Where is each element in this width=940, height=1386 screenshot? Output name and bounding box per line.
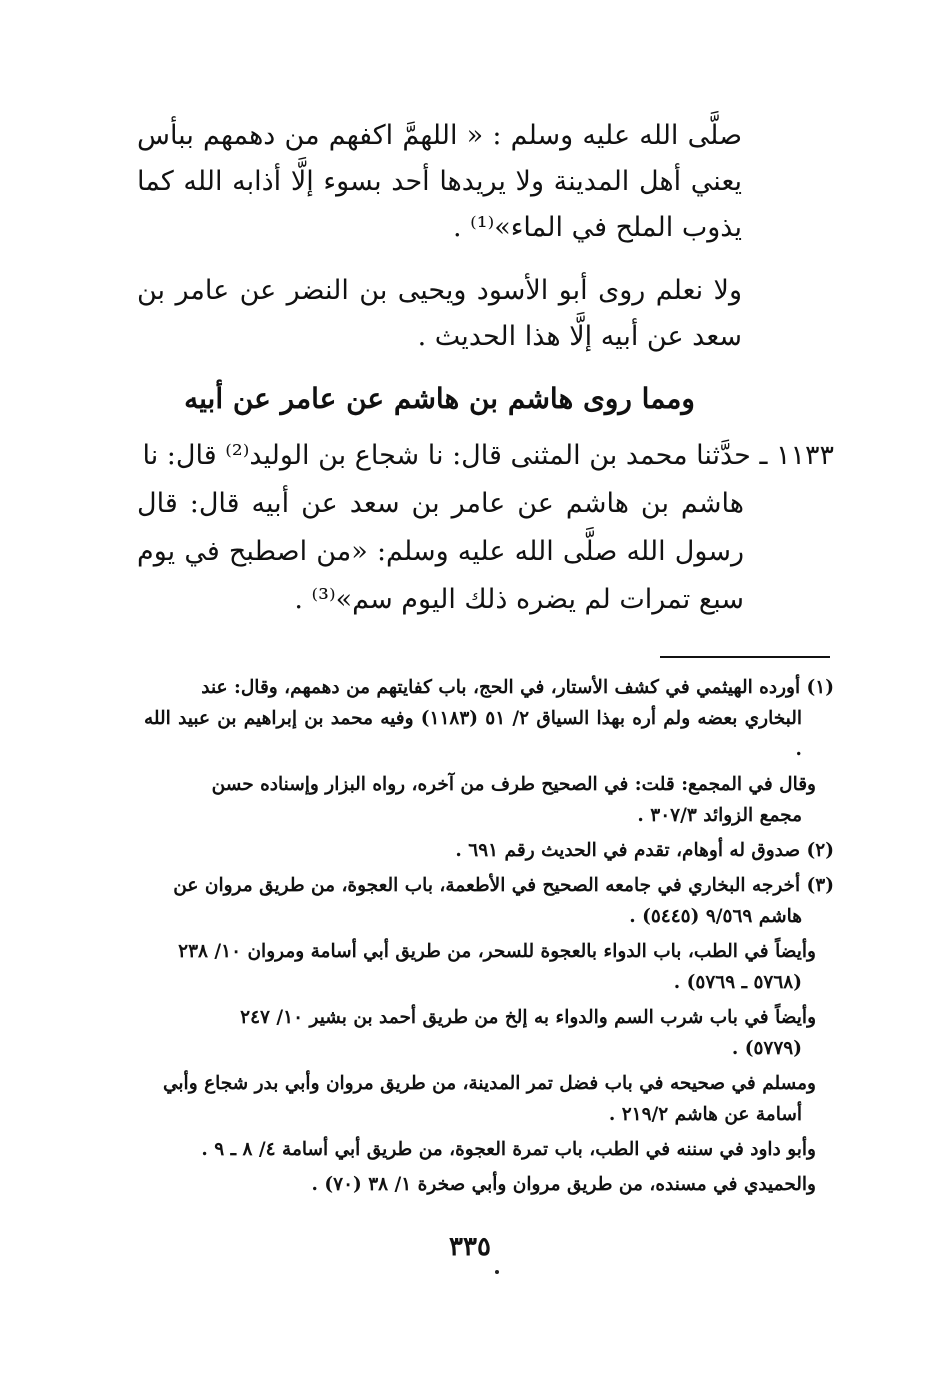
hadith-chain-start: حدَّثنا محمد بن المثنى قال: نا شجاع بن الوليد⁽²⁾ قال: نا: [142, 440, 751, 471]
footnote-1-extra: [144, 769, 834, 831]
footnote-2: [144, 835, 834, 866]
page-mark-dot: [495, 1270, 499, 1274]
footnote-3-sub-3-text: ومسلم في صحيحه في باب فضل تمر المدينة، من طريق مروان وأبي بدر شجاع وأبي: [162, 1073, 816, 1094]
hadith-1133: [137, 432, 834, 624]
footnote-1-cont: البخاري بعضه ولم أره بهذا السياق ٢/ ٥١ (١١٨٣) وفيه محمد بن إبراهيم بن عبيد الله .: [144, 708, 803, 760]
footnote-3-sub-3-cont: أسامة عن هاشم ٢١٩/٢ .: [608, 1104, 802, 1125]
footnote-3-sub-5-text: والحميدي في مسنده، من طريق مروان وأبي صخرة ١/ ٣٨ (٧٠) .: [311, 1174, 816, 1195]
footnote-1-extra-cont: مجمع الزوائد ٣٠٧/٣ .: [637, 805, 802, 826]
footnote-3-sub-1-text: وأيضاً في الطب، باب الدواء بالعجوة للسحر، من طريق أبي أسامة ومروان ١٠/ ٢٣٨: [178, 941, 816, 962]
footnote-3-sub-1: [144, 936, 834, 998]
footnote-3-sub-5: [144, 1169, 834, 1200]
page-number: ٣٣٥: [449, 1232, 491, 1262]
footnote-3-cont: هاشم ٩/٥٦٩ (٥٤٤٥) .: [629, 906, 802, 927]
footnote-separator: [660, 656, 830, 658]
footnote-3-sub-4-text: وأبو داود في سننه في الطب، باب تمرة العجوة، من طريق أبي أسامة ٤/ ٨ ـ ٩ .: [201, 1139, 816, 1160]
section-heading: ومما روى هاشم بن هاشم عن عامر عن أبيه: [184, 382, 695, 415]
footnote-1-text: (١) أورده الهيثمي في كشف الأستار، في الحج، باب كفايتهم من دهمهم، وقال: عند: [201, 677, 834, 698]
footnote-3-text: (٣) أخرجه البخاري في جامعه الصحيح في الأطعمة، باب العجوة، من طريق مروان عن: [173, 875, 834, 896]
footnote-3-sub-3: [144, 1068, 834, 1130]
footnote-1-extra-text: وقال في المجمع: قلت: في الصحيح طرف من آخره، رواه البزار وإسناده حسن: [211, 774, 816, 795]
footnote-3-sub-2-text: وأيضاً في باب شرب السم والدواء به إلخ من طريق أحمد بن بشير ١٠/ ٢٤٧: [240, 1007, 816, 1028]
footnotes: [144, 672, 834, 1204]
hadith-number: ١١٣٣ ـ: [759, 440, 834, 471]
paragraph-author-note: ولا نعلم روى أبو الأسود ويحيى بن النضر عن عامر بن سعد عن أبيه إلَّا هذا الحديث .: [137, 275, 742, 352]
hadith-body: هاشم بن هاشم عن عامر بن سعد عن أبيه قال: قال رسول الله صلَّى الله عليه وسلم: «من اصطبح في يوم سبع تمرات لم يضره ذلك اليوم سم»⁽³⁾ .: [137, 488, 744, 615]
footnote-1: [144, 672, 834, 765]
footnote-3-sub-2-cont: (٥٧٧٩) .: [731, 1038, 802, 1059]
footnote-3: [144, 870, 834, 932]
footnote-2-text: (٢) صدوق له أوهام، تقدم في الحديث رقم ٦٩١ .: [455, 840, 834, 861]
footnote-3-sub-4: [144, 1134, 834, 1165]
paragraph-hadith-continuation: صلَّى الله عليه وسلم : « اللهمَّ اكفهم من دهمهم ببأس يعني أهل المدينة ولا يريدها أحد بسوء إلَّا أذابه الله كما يذوب الملح في الماء»⁽¹⁾ .: [137, 120, 742, 243]
footnote-3-sub-2: [144, 1002, 834, 1064]
hadith-first-line: [137, 432, 834, 480]
footnote-3-sub-1-cont: (٥٧٦٨ ـ ٥٧٦٩) .: [673, 972, 802, 993]
